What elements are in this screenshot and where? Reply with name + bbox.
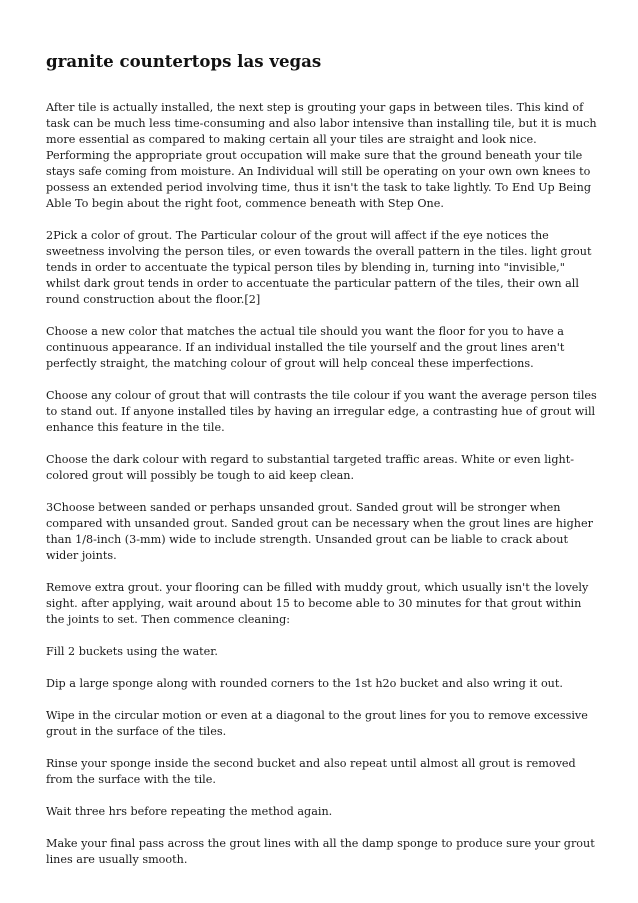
paragraph-matching-color: Choose a new color that matches the actual tile should you want the floor for you to have a continuous appearance. If an individual installed the tile yourself and the grout lines aren't perfectly straight, the matching colour of grout will help conceal these imperfections.: [46, 325, 565, 370]
paragraph-fill-buckets: Fill 2 buckets using the water.: [46, 645, 218, 658]
paragraph-dip-sponge: Dip a large sponge along with rounded corners to the 1st h2o bucket and also wring it out.: [46, 677, 563, 690]
paragraph-contrasting-color: Choose any colour of grout that will contrasts the tile colour if you want the average person tiles to stand out. If anyone installed tiles by having an irregular edge, a contrasting hue of grout will enhance this feature in the tile.: [46, 389, 597, 434]
paragraph-remove-grout: Remove extra grout. your flooring can be filled with muddy grout, which usually isn't the lovely sight. after applying, wait around about 15 to become able to 30 minutes for that grout within the joints to set. Then commence cleaning:: [46, 581, 589, 626]
paragraph-sanded-grout: 3Choose between sanded or perhaps unsanded grout. Sanded grout will be stronger when compared with unsanded grout. Sanded grout can be necessary when the grout lines are higher than 1/8-inch (3-mm) wide to include strength. Unsanded grout can be liable to crack about wider joints.: [46, 501, 593, 562]
paragraph-final-pass: Make your final pass across the grout lines with all the damp sponge to produce sure your grout lines are usually smooth.: [46, 837, 595, 866]
document-title: granite countertops las vegas: [46, 51, 322, 71]
paragraph-dark-color: Choose the dark colour with regard to substantial targeted traffic areas. White or even light-colored grout will possibly be tough to aid keep clean.: [46, 453, 575, 482]
paragraph-pick-color: 2Pick a color of grout. The Particular colour of the grout will affect if the eye notices the sweetness involving the person tiles, or even towards the overall pattern in the tiles. light grout tends in order to accentuate the typical person tiles by blending in, turning into "invisible," whilst dark grout tends in order to accentuate the particular pattern of the tiles, their own all round construction about the floor.[2]: [46, 229, 592, 306]
paragraph-rinse: Rinse your sponge inside the second bucket and also repeat until almost all grout is removed from the surface with the tile.: [46, 757, 576, 786]
document-body: [46, 100, 598, 884]
paragraph-intro: After tile is actually installed, the next step is grouting your gaps in between tiles. This kind of task can be much less time-consuming and also labor intensive than installing tile, but it is much more essential as compared to making certain all your tiles are straight and look nice. Performing the appropriate grout occupation will make sure that the ground beneath your tile stays safe coming from moisture. An Individual will still be operating on your own own knees to possess an extended period involving time, thus it isn't the task to take lightly. To End Up Being Able To begin about the right foot, commence beneath with Step One.: [46, 101, 597, 210]
paragraph-wait: Wait three hrs before repeating the method again.: [46, 805, 333, 818]
paragraph-wipe: Wipe in the circular motion or even at a diagonal to the grout lines for you to remove excessive grout in the surface of the tiles.: [46, 709, 588, 738]
